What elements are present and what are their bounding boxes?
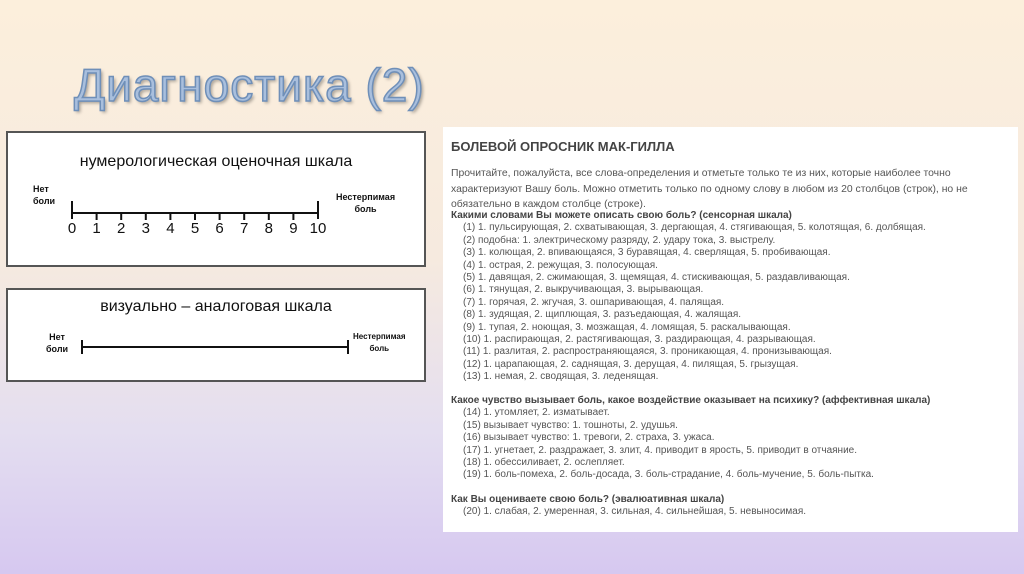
questionnaire-intro: Прочитайте, пожалуйста, все слова-определения и отметьте только те из них, которые наиболее точно характеризуют Вашу боль. Можно отметить только по одному слову в любом из 20 столбцов (строк), но не обязательно в каждом столбце (строке). bbox=[451, 168, 968, 210]
questionnaire-item: (16) вызывает чувство: 1. тревоги, 2. страха, 3. ужаса. bbox=[463, 432, 715, 444]
questionnaire-section bbox=[451, 494, 1016, 519]
questionnaire-item: (4) 1. острая, 2. режущая, 3. полосующая. bbox=[463, 259, 658, 271]
visual-scale-line bbox=[8, 290, 424, 380]
section-heading: Какое чувство вызывает боль, какое воздействие оказывает на психику? (аффективная шкала) bbox=[451, 395, 931, 406]
questionnaire-item: (3) 1. колющая, 2. впивающаяся, 3 буравящая, 4. сверлящая, 5. пробивающая. bbox=[463, 247, 831, 259]
questionnaire-item: (13) 1. немая, 2. сводящая, 3. леденящая. bbox=[463, 371, 659, 383]
questionnaire-item: (20) 1. слабая, 2. умеренная, 3. сильная, 4. сильнейшая, 5. невыносимая. bbox=[463, 506, 807, 518]
mcgill-pain-questionnaire bbox=[443, 127, 1018, 532]
questionnaire-item: (14) 1. утомляет, 2. изматывает. bbox=[463, 407, 610, 419]
questionnaire-item: (1) 1. пульсирующая, 2. схватывающая, 3. дергающая, 4. стягивающая, 5. колотящая, 6. долбящая. bbox=[463, 222, 926, 234]
scale-tick-label: 10 bbox=[309, 220, 327, 237]
numeric-left-label: Нет боли bbox=[33, 184, 56, 206]
questionnaire-item: (7) 1. горячая, 2. жгучая, 3. ошпаривающая, 4. палящая. bbox=[463, 296, 725, 308]
questionnaire-item: (6) 1. тянущая, 2. выкручивающая, 3. вырывающая. bbox=[463, 284, 704, 296]
questionnaire-item: (2) подобна: 1. электрическому разряду, 2. удару тока, 3. выстрелу. bbox=[463, 234, 776, 246]
numeric-rating-scale bbox=[6, 131, 426, 267]
questionnaire-item: (8) 1. зудящая, 2. щиплющая, 3. разъедающая, 4. жалящая. bbox=[463, 309, 742, 321]
scale-tick-label: 2 bbox=[117, 220, 126, 237]
numeric-scale-title: нумерологическая оценочная шкала bbox=[79, 153, 353, 170]
numeric-scale-line bbox=[8, 133, 424, 265]
scale-tick-label: 8 bbox=[264, 220, 273, 237]
section-heading: Как Вы оцениваете свою боль? (эвалюативная шкала) bbox=[451, 494, 725, 505]
visual-analog-scale bbox=[6, 288, 426, 382]
questionnaire-item: (5) 1. давящая, 2. сжимающая, 3. щемящая, 4. стискивающая, 5. раздавливающая. bbox=[463, 272, 850, 284]
numeric-right-label: Нестерпимая боль bbox=[336, 192, 396, 214]
scale-tick-label: 0 bbox=[67, 220, 77, 237]
scale-tick-label: 3 bbox=[141, 220, 150, 237]
questionnaire-item: (17) 1. угнетает, 2. раздражает, 3. злит, 4. приводит в ярость, 5. приводит в отчаяние. bbox=[463, 444, 857, 456]
section-heading: Какими словами Вы можете описать свою боль? (сенсорная шкала) bbox=[451, 210, 792, 221]
questionnaire-item: (10) 1. распирающая, 2. растягивающая, 3. раздирающая, 4. разрывающая. bbox=[463, 334, 816, 346]
questionnaire-item: (12) 1. царапающая, 2. саднящая, 3. дерущая, 4. пилящая, 5. грызущая. bbox=[463, 358, 799, 370]
scale-tick-label: 5 bbox=[190, 220, 200, 237]
visual-right-label: Нестерпимая боль bbox=[353, 332, 406, 353]
scale-tick-label: 7 bbox=[240, 220, 249, 237]
scale-tick-label: 6 bbox=[215, 220, 224, 237]
questionnaire-item: (18) 1. обессиливает, 2. ослепляет. bbox=[463, 457, 625, 469]
scale-tick-label: 1 bbox=[92, 220, 101, 237]
scale-tick-label: 4 bbox=[166, 220, 175, 237]
questionnaire-section bbox=[451, 210, 1016, 384]
slide-title: Диагностика (2) bbox=[74, 59, 425, 111]
visual-left-label: Нет боли bbox=[46, 332, 69, 354]
visual-scale-title: визуально – аналоговая шкала bbox=[100, 298, 332, 315]
questionnaire-item: (15) вызывает чувство: 1. тошноты, 2. удушья. bbox=[463, 419, 678, 431]
scale-tick-label: 9 bbox=[289, 220, 298, 237]
questionnaire-item: (9) 1. тупая, 2. ноющая, 3. мозжащая, 4. ломящая, 5. раскалывающая. bbox=[463, 321, 791, 333]
questionnaire-item: (19) 1. боль-помеха, 2. боль-досада, 3. боль-страдание, 4. боль-мучение, 5. боль-пытка. bbox=[463, 469, 874, 481]
questionnaire-section bbox=[451, 395, 1016, 482]
questionnaire-item: (11) 1. разлитая, 2. распространяющаяся, 3. проникающая, 4. пронизывающая. bbox=[463, 346, 832, 358]
questionnaire-title: БОЛЕВОЙ ОПРОСНИК МАК-ГИЛЛА bbox=[451, 139, 675, 154]
